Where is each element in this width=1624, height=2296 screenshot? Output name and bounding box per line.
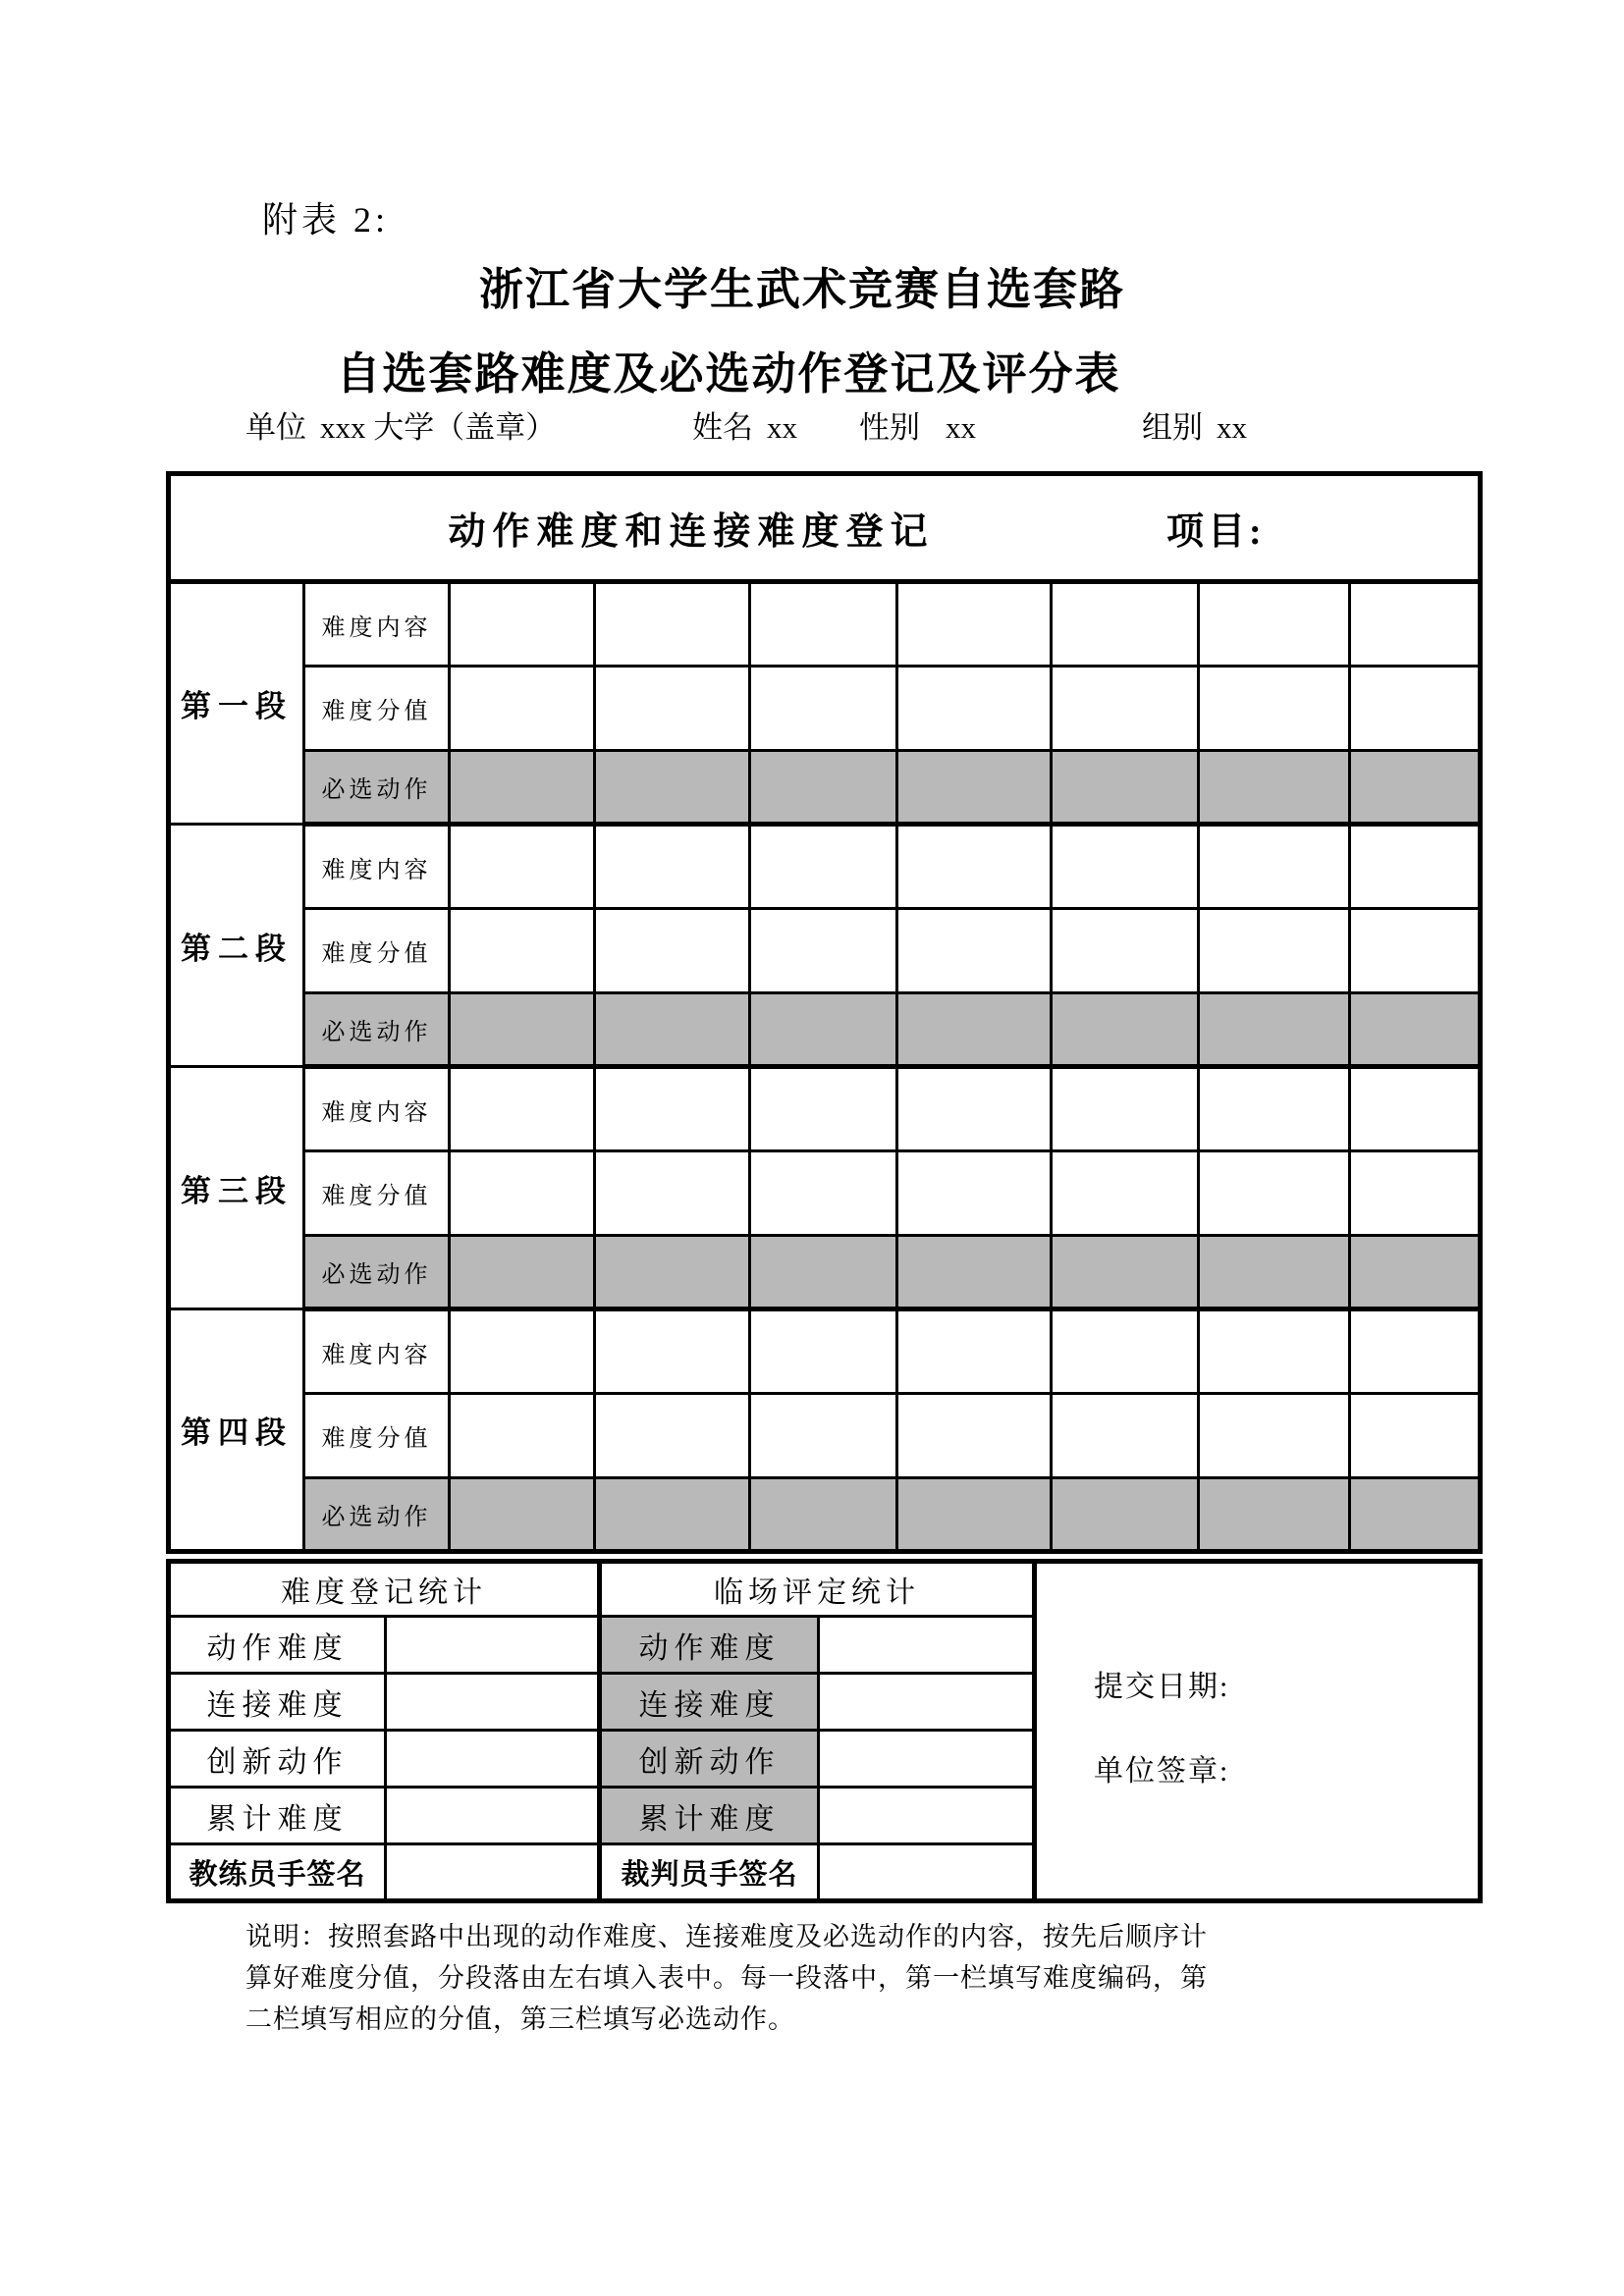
sec4-required-cell — [595, 1478, 750, 1552]
section-4-label: 第四段 — [169, 1309, 304, 1552]
sec1-content-cell — [1350, 582, 1481, 667]
sec3-required-cell — [450, 1236, 595, 1309]
sec3-value-cell — [897, 1151, 1052, 1236]
onsite-connection-difficulty-value — [819, 1674, 1035, 1731]
sec2-value-cell — [750, 909, 897, 993]
unit-field — [245, 402, 556, 447]
sec2-required-cell — [1052, 993, 1199, 1067]
info-line — [0, 402, 1624, 445]
sec1-required-cell — [1199, 751, 1350, 825]
sec1-content-cell — [1199, 582, 1350, 667]
unit-value: xxx 大学（盖章） — [320, 410, 557, 445]
difficulty-registration-table — [166, 471, 1483, 1554]
instructions-note — [245, 1916, 1434, 2040]
sec4-required-cell — [450, 1478, 595, 1552]
statistics-table — [166, 1559, 1483, 1903]
coach-signature-label: 教练员手签名 — [169, 1844, 386, 1901]
sec4-row-label-required: 必选动作 — [304, 1478, 450, 1552]
sec2-value-cell — [1350, 909, 1481, 993]
sec3-required-cell — [1199, 1236, 1350, 1309]
sec4-required-cell — [897, 1478, 1052, 1552]
sec2-content-cell — [1199, 825, 1350, 909]
sec2-required-cell — [595, 993, 750, 1067]
sec2-required-cell — [897, 993, 1052, 1067]
sec4-row-label-content: 难度内容 — [304, 1309, 450, 1394]
sec1-row-label-required: 必选动作 — [304, 751, 450, 825]
sec3-content-cell — [450, 1067, 595, 1151]
sec1-content-cell — [1052, 582, 1199, 667]
sec2-content-cell — [750, 825, 897, 909]
unit-label: 单位 — [245, 410, 306, 445]
sec2-content-cell — [1350, 825, 1481, 909]
sec4-content-cell — [750, 1309, 897, 1394]
section-3-label: 第三段 — [169, 1067, 304, 1309]
sec2-required-cell — [1350, 993, 1481, 1067]
sec4-value-cell — [1052, 1394, 1199, 1478]
sec1-row-label-content: 难度内容 — [304, 582, 450, 667]
sec4-content-cell — [1052, 1309, 1199, 1394]
onsite-movement-difficulty-value — [819, 1617, 1035, 1674]
sec2-value-cell — [1199, 909, 1350, 993]
submit-date-label: 提交日期: — [1094, 1671, 1230, 1703]
section-2-label: 第二段 — [169, 825, 304, 1067]
sec4-content-cell — [595, 1309, 750, 1394]
judge-signature-label: 裁判员手签名 — [600, 1844, 819, 1901]
sec3-value-cell — [595, 1151, 750, 1236]
sec2-value-cell — [450, 909, 595, 993]
sec4-required-cell — [1350, 1478, 1481, 1552]
reg-movement-difficulty-label: 动作难度 — [169, 1617, 386, 1674]
reg-total-difficulty-value — [386, 1788, 600, 1844]
sec3-content-cell — [1199, 1067, 1350, 1151]
sec1-required-cell — [595, 751, 750, 825]
sec4-value-cell — [595, 1394, 750, 1478]
sec1-content-cell — [750, 582, 897, 667]
sec2-required-cell — [1199, 993, 1350, 1067]
sec4-required-cell — [1052, 1478, 1199, 1552]
sec4-content-cell — [897, 1309, 1052, 1394]
sec1-content-cell — [595, 582, 750, 667]
sec3-required-cell — [897, 1236, 1052, 1309]
sec3-content-cell — [595, 1067, 750, 1151]
sec3-content-cell — [1052, 1067, 1199, 1151]
sec1-required-cell — [897, 751, 1052, 825]
sec2-row-label-required: 必选动作 — [304, 993, 450, 1067]
note-line: 二栏填写相应的分值，第三栏填写必选动作。 — [245, 2004, 795, 2034]
onsite-total-difficulty-label: 累计难度 — [600, 1788, 819, 1844]
sec1-content-cell — [897, 582, 1052, 667]
sec2-row-label-content: 难度内容 — [304, 825, 450, 909]
reg-total-difficulty-label: 累计难度 — [169, 1788, 386, 1844]
name-value: xx — [767, 410, 797, 445]
sec3-row-label-value: 难度分值 — [304, 1151, 450, 1236]
unit-seal-label: 单位签章: — [1094, 1755, 1230, 1788]
date-seal-cell — [1035, 1562, 1481, 1901]
reg-innovation-label: 创新动作 — [169, 1731, 386, 1788]
sec2-value-cell — [595, 909, 750, 993]
gender-value: xx — [946, 410, 976, 445]
sec1-required-cell — [1350, 751, 1481, 825]
sec2-required-cell — [750, 993, 897, 1067]
table-header-row — [169, 474, 1481, 582]
sec4-content-cell — [450, 1309, 595, 1394]
sec4-value-cell — [450, 1394, 595, 1478]
onsite-stats-header: 临场评定统计 — [600, 1562, 1035, 1617]
group-field — [1142, 402, 1247, 447]
sec1-content-cell — [450, 582, 595, 667]
page-subtitle: 自选套路难度及必选动作登记及评分表 — [336, 348, 1121, 399]
onsite-innovation-label: 创新动作 — [600, 1731, 819, 1788]
sec1-value-cell — [1350, 667, 1481, 751]
sec3-content-cell — [1350, 1067, 1481, 1151]
note-line: 说明：按照套路中出现的动作难度、连接难度及必选动作的内容，按先后顺序计 — [245, 1922, 1208, 1951]
project-label: 项目: — [1166, 511, 1266, 553]
gender-label: 性别 — [859, 410, 920, 445]
page-title: 浙江省大学生武术竞赛自选套路 — [478, 264, 1125, 314]
appendix-label: 附表 2: — [262, 200, 390, 240]
sec4-required-cell — [1199, 1478, 1350, 1552]
name-label: 姓名 — [692, 410, 753, 445]
sec4-value-cell — [1199, 1394, 1350, 1478]
table-header-title: 动作难度和连接难度登记 — [448, 511, 935, 553]
group-label: 组别 — [1142, 410, 1203, 445]
sec1-required-cell — [450, 751, 595, 825]
sec3-required-cell — [595, 1236, 750, 1309]
sec2-content-cell — [1052, 825, 1199, 909]
reg-connection-difficulty-value — [386, 1674, 600, 1731]
sec2-row-label-value: 难度分值 — [304, 909, 450, 993]
sec3-content-cell — [897, 1067, 1052, 1151]
sec3-row-label-required: 必选动作 — [304, 1236, 450, 1309]
sec1-required-cell — [750, 751, 897, 825]
sec1-value-cell — [897, 667, 1052, 751]
group-value: xx — [1217, 410, 1247, 445]
sec4-value-cell — [1350, 1394, 1481, 1478]
sec2-value-cell — [1052, 909, 1199, 993]
sec2-value-cell — [897, 909, 1052, 993]
reg-movement-difficulty-value — [386, 1617, 600, 1674]
sec3-required-cell — [1350, 1236, 1481, 1309]
sec3-value-cell — [1052, 1151, 1199, 1236]
sec3-row-label-content: 难度内容 — [304, 1067, 450, 1151]
sec3-value-cell — [450, 1151, 595, 1236]
name-field — [692, 402, 797, 447]
sec4-required-cell — [750, 1478, 897, 1552]
sec2-content-cell — [595, 825, 750, 909]
sec2-required-cell — [450, 993, 595, 1067]
onsite-movement-difficulty-label: 动作难度 — [600, 1617, 819, 1674]
note-line: 算好难度分值，分段落由左右填入表中。每一段落中，第一栏填写难度编码，第 — [245, 1963, 1208, 1993]
sec1-row-label-value: 难度分值 — [304, 667, 450, 751]
sec3-value-cell — [1199, 1151, 1350, 1236]
sec1-value-cell — [1052, 667, 1199, 751]
onsite-total-difficulty-value — [819, 1788, 1035, 1844]
sec1-value-cell — [450, 667, 595, 751]
gender-field — [859, 402, 976, 447]
sec4-value-cell — [750, 1394, 897, 1478]
section-1-label: 第一段 — [169, 582, 304, 825]
sec3-required-cell — [750, 1236, 897, 1309]
sec2-content-cell — [897, 825, 1052, 909]
sec3-value-cell — [1350, 1151, 1481, 1236]
coach-signature-value — [386, 1844, 600, 1901]
sec1-value-cell — [595, 667, 750, 751]
sec1-value-cell — [1199, 667, 1350, 751]
sec4-value-cell — [897, 1394, 1052, 1478]
onsite-connection-difficulty-label: 连接难度 — [600, 1674, 819, 1731]
sec4-content-cell — [1199, 1309, 1350, 1394]
sec3-required-cell — [1052, 1236, 1199, 1309]
sec4-row-label-value: 难度分值 — [304, 1394, 450, 1478]
judge-signature-value — [819, 1844, 1035, 1901]
sec3-value-cell — [750, 1151, 897, 1236]
registration-stats-header: 难度登记统计 — [169, 1562, 600, 1617]
sec4-content-cell — [1350, 1309, 1481, 1394]
reg-connection-difficulty-label: 连接难度 — [169, 1674, 386, 1731]
sec1-value-cell — [750, 667, 897, 751]
onsite-innovation-value — [819, 1731, 1035, 1788]
reg-innovation-value — [386, 1731, 600, 1788]
sec3-content-cell — [750, 1067, 897, 1151]
sec1-required-cell — [1052, 751, 1199, 825]
sec2-content-cell — [450, 825, 595, 909]
